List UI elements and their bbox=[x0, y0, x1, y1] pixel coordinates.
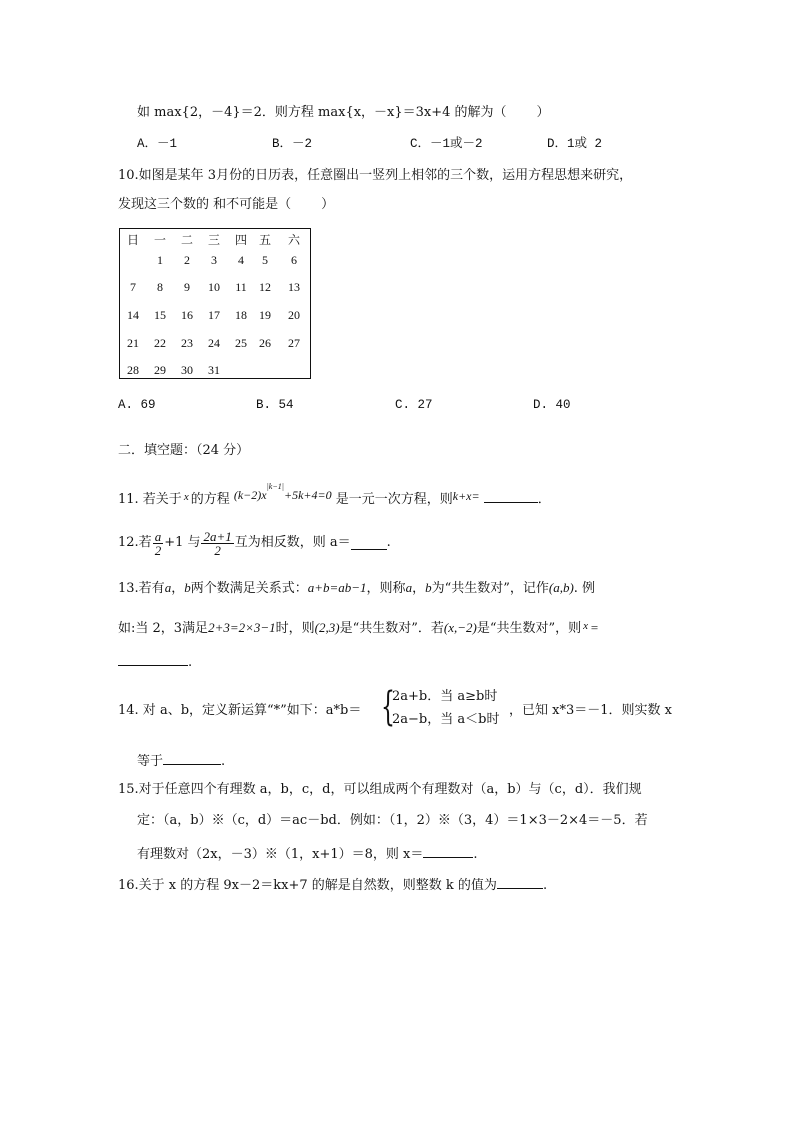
calendar-header-cell: 六 bbox=[287, 233, 300, 247]
calendar-day-cell: 4 bbox=[238, 253, 244, 267]
q9-stem: 如 max{2，－4}＝2．则方程 max{x，－x}＝3x+4 的解为（ ） bbox=[137, 105, 550, 120]
q13-line2: 如:当 2，3满足2+3=2×3−1时，则(2,3)是“共生数对”．若(x,−2)是“共生数对”，则 $^x$ = bbox=[118, 620, 599, 636]
calendar-header-cell: 一 bbox=[153, 233, 166, 247]
calendar-day-cell: 29 bbox=[154, 363, 166, 377]
q9-option-d: D．1或 2 bbox=[547, 137, 603, 151]
q9-option-c: C．－1或－2 bbox=[410, 137, 483, 151]
calendar-header-cell: 二 bbox=[180, 233, 193, 247]
calendar-day-cell: 28 bbox=[127, 363, 139, 377]
calendar-day-cell: 21 bbox=[127, 336, 139, 350]
calendar-day-cell: 16 bbox=[181, 308, 193, 322]
calendar-day-cell: 17 bbox=[208, 308, 220, 322]
calendar-day-cell: 31 bbox=[208, 363, 220, 377]
calendar-header-cell: 五 bbox=[258, 233, 271, 247]
q16: 16.关于 x 的方程 9x－2＝kx+7 的解是自然数，则整数 k 的值为 . bbox=[118, 878, 548, 893]
calendar-day-cell: 2 bbox=[184, 253, 190, 267]
q13-line3: . bbox=[118, 653, 192, 671]
calendar-day-cell: 20 bbox=[288, 308, 300, 322]
q9-option-a: A．－1 bbox=[137, 137, 178, 151]
calendar-day-cell: 26 bbox=[259, 336, 271, 350]
section-title: 二．填空题：（24 分） bbox=[118, 443, 250, 458]
q14-suffix: ，已知 x*3＝－1．则实数 x bbox=[509, 703, 672, 718]
calendar-day-cell: 14 bbox=[127, 308, 139, 322]
calendar-day-cell: 30 bbox=[181, 363, 193, 377]
q12-answer-blank[interactable] bbox=[351, 537, 387, 550]
q15-answer-blank[interactable] bbox=[423, 845, 473, 858]
calendar-day-cell: 7 bbox=[130, 280, 136, 294]
calendar-day-cell: 9 bbox=[184, 280, 190, 294]
calendar-day-cell: 1 bbox=[157, 253, 163, 267]
q15-line3: 有理数对（2x，－3）※（1，x+1）＝8，则 x＝ . bbox=[137, 847, 478, 862]
q14-answer-blank[interactable] bbox=[163, 752, 221, 765]
q10-option-d: D. 40 bbox=[533, 398, 571, 412]
calendar-day-cell: 27 bbox=[288, 336, 300, 350]
q10-line2: 发现这三个数的 和不可能是（ ） bbox=[118, 197, 335, 212]
q10-option-b: B. 54 bbox=[256, 398, 294, 412]
q13-answer-blank[interactable] bbox=[118, 653, 188, 666]
calendar-day-cell: 25 bbox=[235, 336, 247, 350]
calendar-day-cell: 15 bbox=[154, 308, 166, 322]
q14-case-1: 2a+b．当 a≥b时 bbox=[392, 689, 498, 704]
calendar-table bbox=[119, 228, 311, 379]
calendar-day-cell: 23 bbox=[181, 336, 193, 350]
q9-option-b: B．－2 bbox=[272, 137, 313, 151]
calendar-day-cell: 6 bbox=[291, 253, 297, 267]
q10-option-c: C. 27 bbox=[395, 398, 433, 412]
q10-line1: 10.如图是某年 3月份的日历表，任意圈出一竖列上相邻的三个数，运用方程思想来研究， bbox=[118, 168, 633, 183]
q15-line2: 定：（a，b）※（c，d）＝ac－bd．例如：（1，2）※（3，4）＝1×3－2×4＝－5．若 bbox=[137, 813, 648, 828]
q13-line1: 13.若有a，b两个数满足关系式：a+b=ab−1，则称a，b为“共生数对”，记作(a,b). 例 bbox=[118, 580, 596, 596]
q14-case-2: 2a−b，当 a＜b时 bbox=[392, 712, 500, 727]
calendar-day-cell: 8 bbox=[157, 280, 163, 294]
calendar-day-cell: 19 bbox=[259, 308, 271, 322]
calendar-day-cell: 18 bbox=[235, 308, 247, 322]
q10-option-a: A. 69 bbox=[118, 398, 156, 412]
calendar-day-cell: 13 bbox=[288, 280, 300, 294]
calendar-header-cell: 日 bbox=[126, 233, 139, 247]
calendar-header-cell: 四 bbox=[234, 233, 247, 247]
calendar-day-cell: 22 bbox=[154, 336, 166, 350]
calendar-day-cell: 11 bbox=[235, 280, 247, 294]
q14-line2: 等于 . bbox=[137, 754, 226, 769]
calendar-day-cell: 10 bbox=[208, 280, 220, 294]
q11-equation: $(k-2)x^{|k-1|}+5k+4=0$ bbox=[233, 482, 332, 502]
calendar-day-cell: 5 bbox=[262, 253, 268, 267]
q14-brace: { bbox=[381, 684, 395, 730]
q15-line1: 15.对于任意四个有理数 a，b，c，d，可以组成两个有理数对（a，b）与（c，d）．我们规 bbox=[118, 782, 642, 797]
calendar-header-cell: 三 bbox=[207, 233, 220, 247]
calendar-day-cell: 3 bbox=[211, 253, 217, 267]
calendar-day-cell: 24 bbox=[208, 336, 220, 350]
q12: 12.若 $\frac{a}{2}$ +1 与 $\frac{2a+1}{2}$ 互为相反数，则 a＝ . bbox=[118, 528, 391, 558]
calendar-day-cell: 12 bbox=[259, 280, 271, 294]
q11: 11. 若关于 $^x$ 的方程 $(k-2)x^{|k-1|}+5k+4=0$ 是一元一次方程，则k+x= ． bbox=[118, 482, 551, 507]
q14-prefix: 14. 对 a、b，定义新运算“*”如下：a*b＝ bbox=[118, 703, 362, 718]
q11-answer-blank[interactable] bbox=[484, 490, 538, 503]
q12-fraction-1: $\frac{a}{2}$ bbox=[154, 528, 162, 558]
q12-fraction-2: $\frac{2a+1}{2}$ bbox=[203, 528, 232, 558]
q16-answer-blank[interactable] bbox=[497, 876, 543, 889]
